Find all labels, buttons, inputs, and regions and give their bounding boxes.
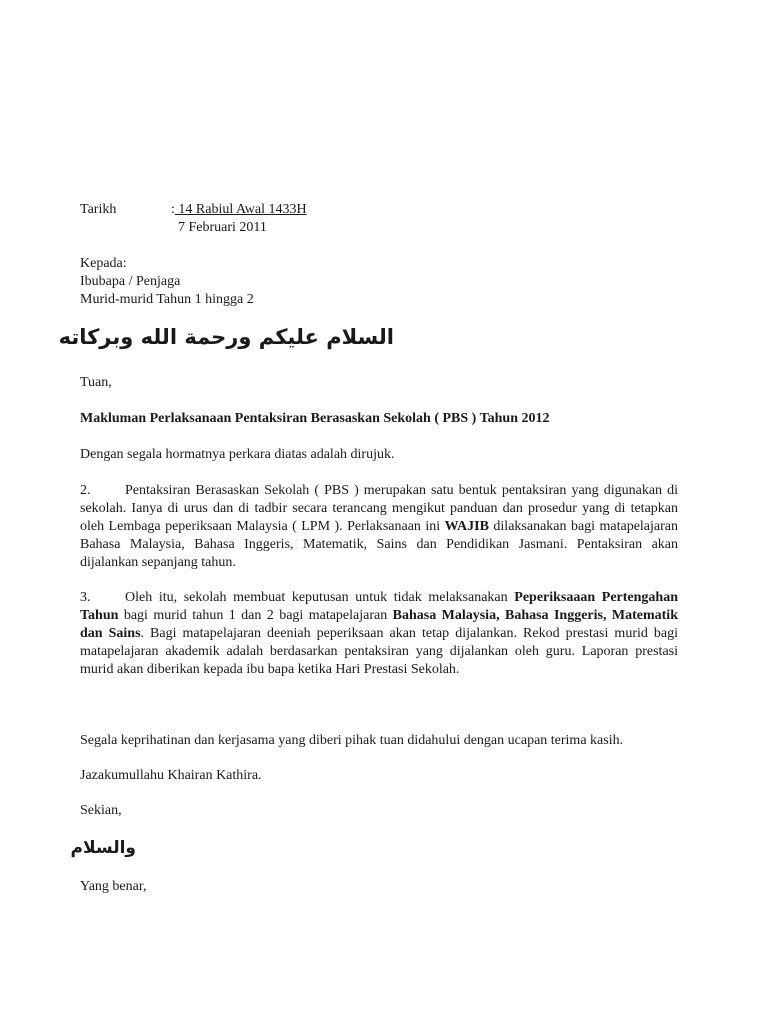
intro-paragraph: Dengan segala hormatnya perkara diatas adalah dirujuk.	[80, 447, 395, 462]
salutation: Tuan,	[80, 375, 112, 390]
arabic-greeting: السلام عليكم ورحمة الله وبركاته	[58, 325, 394, 349]
paragraph-2-text-b: dilaksanakan bagi matapelajaran Bahasa Malaysia, Bahasa Inggeris, Matematik, Sains dan Pendidikan Jasmani. Pentaksiran akan dijalankan sepanjang tahun.	[80, 519, 678, 570]
arabic-wassalam: والسلام	[70, 838, 136, 858]
date-label: Tarikh	[80, 202, 117, 217]
subject-text: Makluman Perlaksanaan Pentaksiran Berasaskan Sekolah ( PBS ) Tahun 2012	[80, 411, 550, 426]
date-value	[171, 201, 307, 219]
paragraph-3	[80, 589, 678, 679]
paragraph-2	[80, 482, 678, 572]
date-gregorian: 7 Februari 2011	[178, 220, 267, 235]
date-hijri: 14 Rabiul Awal 1433H	[174, 202, 307, 217]
paragraph-2-number: 2.	[80, 483, 91, 498]
paragraph-2-bold-wajib: WAJIB	[444, 519, 489, 534]
paragraph-3-text-b: bagi murid tahun 1 dan 2 bagi matapelajaran	[118, 608, 393, 623]
closing-thanks: Segala keprihatinan dan kerjasama yang diberi pihak tuan didahului dengan ucapan terima kasih.	[80, 733, 624, 748]
paragraph-3-number: 3.	[80, 590, 91, 605]
recipient-line-1: Ibubapa / Penjaga	[80, 274, 181, 289]
closing-sekian: Sekian,	[80, 803, 122, 818]
paragraph-2-text-a: Pentaksiran Berasaskan Sekolah ( PBS ) merupakan satu bentuk pentaksiran yang digunakan di sekolah. Ianya di urus dan di tadbir secara terancang mengikut panduan dan prosedur yang di tetapkan oleh Lembaga peperiksaan Malaysia ( LPM ). Perlaksanaan ini	[80, 483, 678, 534]
paragraph-3-bold-exam: Peperiksaaan Pertengahan Tahun	[80, 590, 678, 623]
paragraph-3-bold-subjects: Bahasa Malaysia, Bahasa Inggeris, Matematik dan Sains	[80, 608, 678, 641]
paragraph-3-text-a: Oleh itu, sekolah membuat keputusan untuk tidak melaksanakan	[125, 590, 515, 605]
paragraph-3-text-c: . Bagi matapelajaran deeniah peperiksaan akan tetap dijalankan. Rekod prestasi murid bagi matapelajaran akademik adalah berdasarkan pentaksiran yang dijalankan oleh guru. Laporan prestasi murid akan diberikan kepada ibu bapa ketika Hari Prestasi Sekolah.	[80, 626, 678, 677]
recipient-line-2: Murid-murid Tahun 1 hingga 2	[80, 292, 254, 307]
closing-yang-benar: Yang benar,	[80, 879, 147, 894]
recipient-label: Kepada:	[80, 256, 127, 271]
subject-line	[80, 410, 550, 428]
date-separator: :	[171, 202, 175, 217]
closing-jazak: Jazakumullahu Khairan Kathira.	[80, 768, 262, 783]
